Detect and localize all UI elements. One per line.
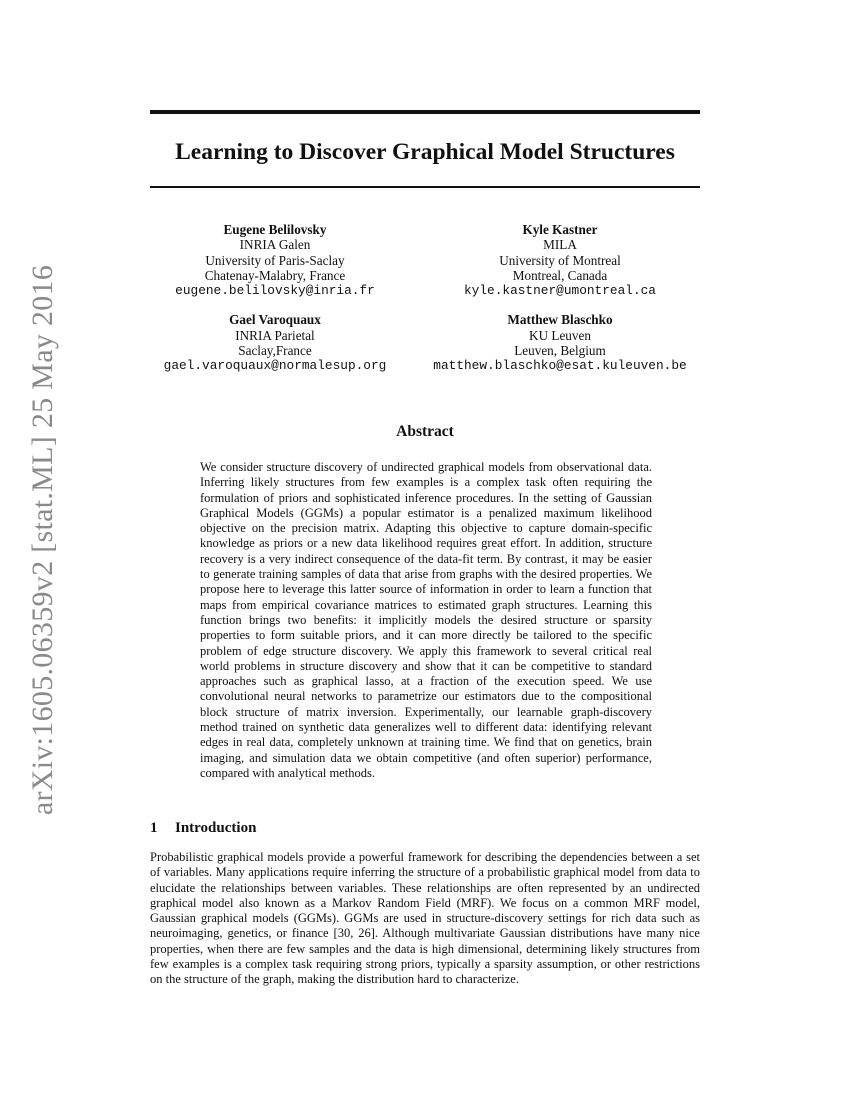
author-affiliation: INRIA Parietal (235, 327, 315, 343)
author-card (150, 312, 400, 373)
author-affiliation: INRIA Galen (239, 237, 311, 253)
paper-title: Learning to Discover Graphical Model Structures (175, 139, 675, 165)
section-title: Introduction (175, 820, 257, 836)
author-affiliation: MILA (543, 237, 577, 253)
author-block (150, 222, 700, 388)
author-location: Montreal, Canada (512, 267, 608, 283)
author-location: Leuven, Belgium (514, 343, 606, 359)
author-institution: University of Montreal (499, 252, 621, 268)
author-card (150, 222, 400, 298)
abstract-text: We consider structure discovery of undirected graphical models from observational data. Inferring likely structures from few examples is a complex task often requiring the formulation of priors and sophisticated inference procedures. In the setting of Gaussian Graphical Models (GGMs) a popular estimator is a penalized maximum likelihood objective on the precision matrix. Adapting this objective to capture domain-specific knowledge as priors or a new data likelihood requires great effort. In addition, structure recovery is a very indirect consequence of the data-fit term. By contrast, it may be easier to generate training samples of data that arise from graphs with the desired properties. We propose here to leverage this latter source of information in order to learn a function that maps from empirical covariance matrices to estimated graph structures. Learning this function brings two benefits: it implicitly models the desired structure or sparsity properties to form suitable priors, and it can more directly be tailored to the specific problem of edge structure discovery. We apply this framework to several critical real world problems in structure discovery and show that it can be competitive to standard approaches such as graphical lasso, at a fraction of the execution speed. We use convolutional neural networks to parametrize our estimators due to the compositional block structure of matrix inversion. Experimentally, our learnable graph-discovery method trained on synthetic data generalizes well to different data: identifying relevant edges in real data, completely unknown at training time. We find that on genetics, brain imaging, and simulation data we obtain competitive (and often superior) performance, compared with analytical methods. (200, 460, 652, 780)
section-heading (150, 820, 256, 837)
author-email[interactable]: eugene.belilovsky@inria.fr (175, 283, 375, 299)
author-institution: University of Paris-Saclay (205, 252, 345, 268)
author-location: Chatenay-Malabry, France (204, 267, 346, 283)
section-number: 1 (150, 820, 158, 836)
introduction-text: Probabilistic graphical models provide a powerful framework for describing the dependencies between a set of variables. Many applications require inferring the structure of a probabilistic graphical model from data to elucidate the relationships between variables. These relationships are often represented by an undirected graphical model also known as a Markov Random Field (MRF). We focus on a common MRF model, Gaussian graphical models (GGMs). GGMs are used in structure-discovery settings for rich data such as neuroimaging, genetics, or finance [30, 26]. Although multivariate Gaussian distributions have many nice properties, when there are few samples and the data is high dimensional, determining likely structures from few examples is a complex task requiring strong priors, typically a sparsity assumption, or other restrictions on the structure of the graph, making the distribution hard to characterize. (150, 850, 700, 987)
author-row-1 (150, 222, 700, 298)
author-name: Eugene Belilovsky (223, 222, 327, 237)
author-email[interactable]: kyle.kastner@umontreal.ca (464, 283, 656, 299)
title-block (150, 110, 700, 188)
author-card (420, 312, 700, 373)
author-email[interactable]: gael.varoquaux@normalesup.org (163, 358, 387, 374)
author-row-2 (150, 312, 700, 373)
abstract-heading: Abstract (396, 423, 454, 440)
author-card (420, 222, 700, 298)
author-name: Gael Varoquaux (229, 312, 321, 328)
author-location: Saclay,France (238, 343, 312, 359)
title-bottom-rule (150, 186, 700, 188)
author-name: Matthew Blaschko (507, 312, 613, 328)
author-affiliation: KU Leuven (529, 327, 591, 343)
author-name: Kyle Kastner (522, 222, 598, 237)
arxiv-identifier-stamp: arXiv:1605.06359v2 [stat.ML] 25 May 2016 (26, 264, 59, 816)
author-email[interactable]: matthew.blaschko@esat.kuleuven.be (433, 358, 687, 374)
